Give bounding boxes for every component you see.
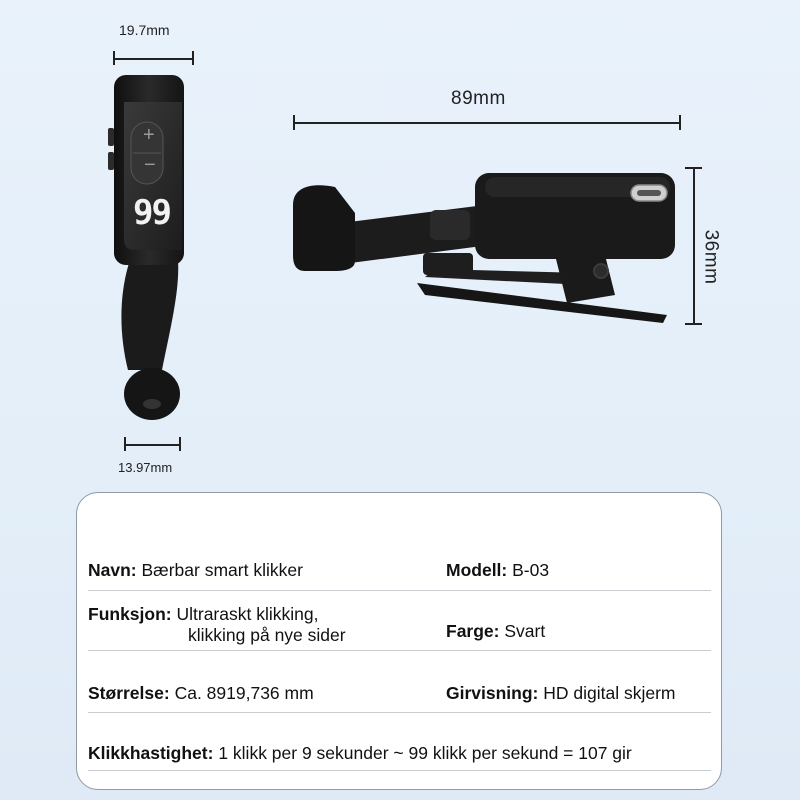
- spec-size-value: Ca. 8919,736 mm: [174, 683, 314, 703]
- bottom-width-label: 13.97mm: [118, 460, 173, 475]
- height-line: [693, 168, 695, 324]
- spec-size-label: Størrelse:: [88, 683, 170, 703]
- spec-display-value: HD digital skjerm: [543, 683, 676, 703]
- spec-row-speed: [88, 713, 711, 771]
- spec-color-label: Farge:: [446, 621, 500, 641]
- spec-display-label: Girvisning:: [446, 683, 539, 703]
- spec-name: [88, 559, 303, 581]
- height-tick-bottom: [685, 323, 702, 325]
- bottom-width-tick-left: [124, 437, 126, 451]
- bottom-width-line: [124, 444, 180, 446]
- spec-name-value: Bærbar smart klikker: [141, 560, 303, 580]
- spec-speed-label: Klikkhastighet:: [88, 743, 214, 763]
- spec-row-function-color: [88, 591, 711, 651]
- spec-model-value: B-03: [512, 560, 550, 580]
- spec-speed-value: 1 klikk per 9 sekunder ~ 99 klikk per sekund = 107 gir: [218, 743, 632, 763]
- spec-function: [88, 603, 318, 625]
- spec-row-name-model: [88, 551, 711, 591]
- spec-display: [446, 682, 676, 704]
- device-side-view: [285, 165, 685, 335]
- length-tick-right: [679, 115, 681, 130]
- spec-color-value: Svart: [504, 621, 546, 641]
- length-label: 89mm: [451, 88, 506, 109]
- spec-size: [88, 682, 314, 704]
- length-line: [294, 122, 680, 124]
- length-tick-left: [293, 115, 295, 130]
- spec-function-label: Funksjon:: [88, 604, 172, 624]
- spec-model: [446, 559, 549, 581]
- spec-function-value-line1: Ultraraskt klikking,: [176, 604, 319, 624]
- minus-button[interactable]: −: [144, 154, 156, 176]
- top-width-line: [113, 58, 193, 60]
- spec-name-label: Navn:: [88, 560, 137, 580]
- spec-function-line2: [188, 624, 346, 646]
- top-width-tick-left: [113, 51, 115, 65]
- spec-function-value-line2: klikking på nye sider: [188, 625, 346, 645]
- spec-model-label: Modell:: [446, 560, 508, 580]
- height-label: 36mm: [700, 229, 722, 285]
- spec-row-size-display: [88, 651, 711, 713]
- top-width-tick-right: [192, 51, 194, 65]
- spec-color: [446, 620, 545, 642]
- spec-speed: [88, 742, 632, 764]
- bottom-width-tick-right: [179, 437, 181, 451]
- top-width-label: 19.7mm: [119, 22, 170, 38]
- spec-divider: [88, 770, 711, 771]
- height-tick-top: [685, 167, 702, 169]
- digital-display: 99: [133, 193, 170, 233]
- plus-button[interactable]: +: [143, 124, 155, 146]
- spec-card: [76, 492, 722, 790]
